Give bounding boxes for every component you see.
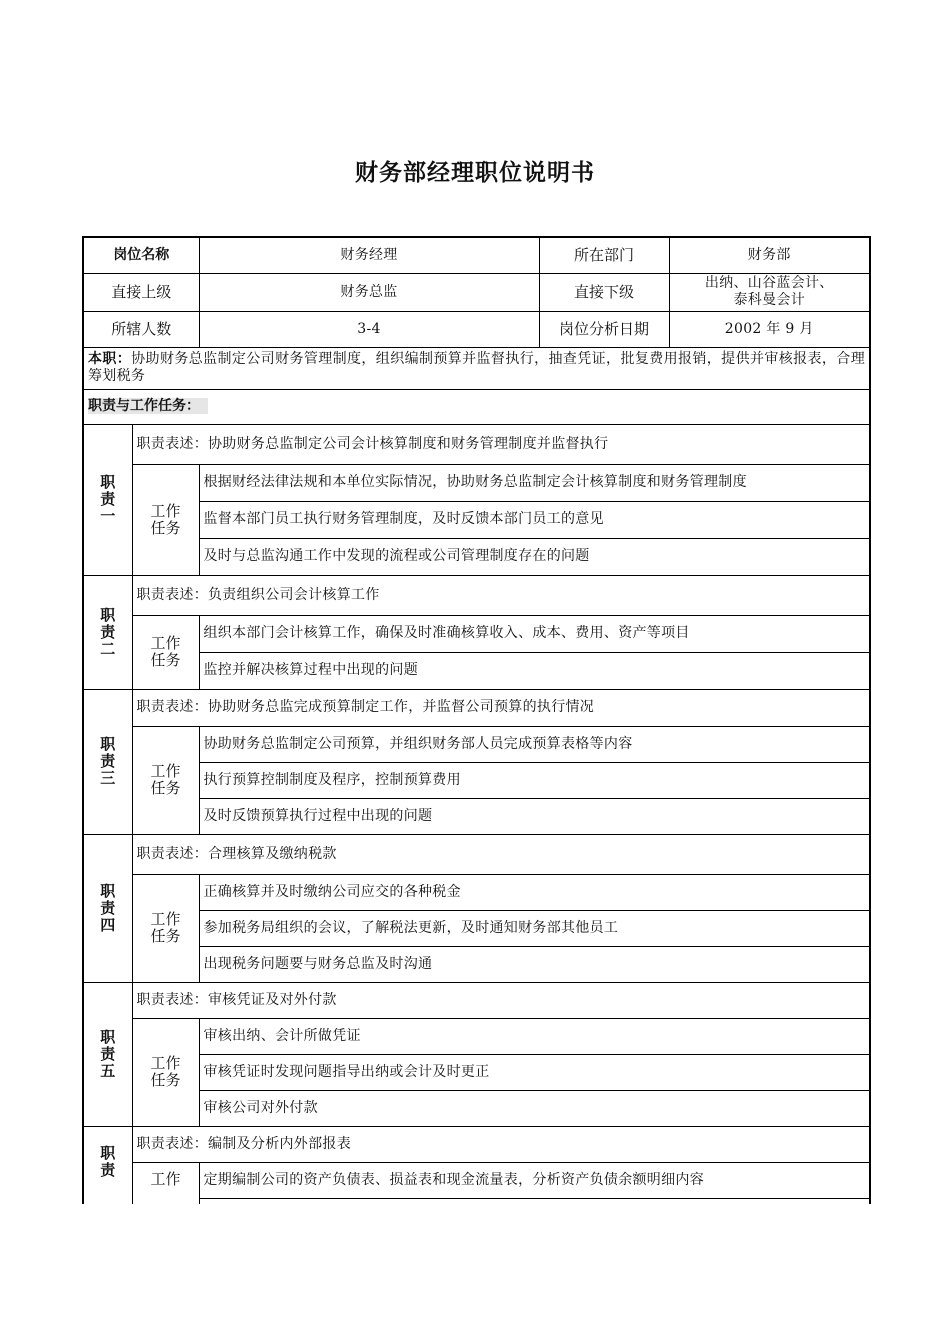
duty-1-task-3: 及时与总监沟通工作中发现的流程或公司管理制度存在的问题 <box>199 538 870 575</box>
duty-4-label-char-2: 责 <box>100 898 116 917</box>
duty-4-task-row <box>83 946 870 982</box>
duty-5-statement: 职责表述：审核凭证及对外付款 <box>132 982 870 1018</box>
label-analysis-date: 岗位分析日期 <box>539 311 669 347</box>
duty-5-label <box>83 982 132 1126</box>
duty-3-label-char-3: 三 <box>100 769 116 787</box>
duty-4-task-row <box>83 874 870 910</box>
value-analysis-date: 2002 年 9 月 <box>669 311 870 347</box>
duty-2-statement-row <box>83 575 870 615</box>
duty-3-label <box>83 689 132 834</box>
task-label-line-2: 任务 <box>150 518 181 537</box>
duty-4-label-char-1: 职 <box>100 881 116 900</box>
duty-3-statement: 职责表述：协助财务总监完成预算制定工作，并监督公司预算的执行情况 <box>132 689 870 726</box>
label-direct-subordinate: 直接下级 <box>539 273 669 311</box>
duty-2-label-char-2: 责 <box>100 622 116 641</box>
benzhi-label: 本职： <box>88 351 132 367</box>
duty-5-statement-row <box>83 982 870 1018</box>
job-description-table <box>82 236 871 1239</box>
task-label-line-1: 工作 <box>150 762 181 780</box>
duty-1-task-row <box>83 501 870 538</box>
duty-1-label <box>83 424 132 575</box>
duty-3-task-3: 及时反馈预算执行过程中出现的问题 <box>199 798 870 834</box>
duty-5-task-row <box>83 1054 870 1090</box>
duty-1-statement: 职责表述：协助财务总监制定公司会计核算制度和财务管理制度并监督执行 <box>132 424 870 464</box>
duties-header-cell <box>83 389 870 424</box>
duty-2-task-label <box>132 615 199 689</box>
duty-4-task-3: 出现税务问题要与财务总监及时沟通 <box>199 946 870 982</box>
label-department: 所在部门 <box>539 237 669 273</box>
duty-4-task-label <box>132 874 199 982</box>
duty-2-label <box>83 575 132 689</box>
duty-1-statement-row <box>83 424 870 464</box>
duty-6-label-char-2: 责 <box>100 1160 116 1179</box>
duty-2-statement: 职责表述：负责组织公司会计核算工作 <box>132 575 870 615</box>
duty-5-task-label <box>132 1018 199 1126</box>
duty-3-task-row <box>83 762 870 798</box>
value-direct-superior: 财务总监 <box>199 273 539 311</box>
duty-3-statement-row <box>83 689 870 726</box>
duty-2-task-2: 监控并解决核算过程中出现的问题 <box>199 652 870 689</box>
duty-6-task-row <box>83 1162 870 1198</box>
duty-5-label-char-3: 五 <box>100 1061 116 1080</box>
benzhi-row <box>83 347 870 389</box>
duty-3-task-1: 协助财务总监制定公司预算，并组织财务部人员完成预算表格等内容 <box>199 726 870 762</box>
value-position-name: 财务经理 <box>199 237 539 273</box>
duty-2-task-1: 组织本部门会计核算工作，确保及时准确核算收入、成本、费用、资产等项目 <box>199 615 870 652</box>
duty-1-task-1: 根据财经法律法规和本单位实际情况，协助财务总监制定会计核算制度和财务管理制度 <box>199 464 870 501</box>
duty-5-task-row <box>83 1090 870 1126</box>
task-label-line-1: 工作 <box>150 1169 181 1188</box>
label-direct-superior: 直接上级 <box>83 273 199 311</box>
duty-2-label-char-3: 二 <box>100 639 116 658</box>
duty-6-task-1: 定期编制公司的资产负债表、损益表和现金流量表，分析资产负债余额明细内容 <box>199 1162 870 1198</box>
subordinate-line-2: 泰科曼会计 <box>733 292 805 308</box>
task-label-line-2: 任务 <box>150 927 181 945</box>
duty-2-task-row <box>83 652 870 689</box>
duty-4-statement: 职责表述：合理核算及缴纳税款 <box>132 834 870 874</box>
duty-3-label-char-1: 职 <box>100 735 116 753</box>
subordinate-line-1: 出纳、山谷蓝会计、 <box>704 275 834 291</box>
header-row-superior <box>83 273 870 311</box>
duty-5-task-row <box>83 1018 870 1054</box>
header-row-position <box>83 237 870 273</box>
duty-5-task-3: 审核公司对外付款 <box>199 1090 870 1126</box>
duties-header: 职责与工作任务： <box>88 398 208 414</box>
value-department: 财务部 <box>669 237 870 273</box>
label-headcount: 所辖人数 <box>83 311 199 347</box>
page-title: 财务部经理职位说明书 <box>355 160 595 186</box>
task-label-line-1: 工作 <box>150 910 181 928</box>
duty-4-task-2: 参加税务局组织的会议，了解税法更新，及时通知财务部其他员工 <box>199 910 870 946</box>
duty-5-task-1: 审核出纳、会计所做凭证 <box>199 1018 870 1054</box>
duty-2-label-char-1: 职 <box>100 605 116 624</box>
task-label-line-1: 工作 <box>150 1054 181 1072</box>
duty-4-label-char-3: 四 <box>100 915 116 934</box>
duty-1-task-label <box>132 464 199 575</box>
duty-1-label-char-2: 责 <box>100 490 116 508</box>
duty-2-task-row <box>83 615 870 652</box>
duty-1-label-char-3: 一 <box>100 507 116 525</box>
duty-4-label <box>83 834 132 982</box>
duty-4-statement-row <box>83 834 870 874</box>
duty-1-label-char-1: 职 <box>100 473 116 491</box>
task-label-line-1: 工作 <box>150 501 181 520</box>
duty-6-statement-row <box>83 1126 870 1162</box>
duty-1-task-2: 监督本部门员工执行财务管理制度，及时反馈本部门员工的意见 <box>199 501 870 538</box>
value-headcount: 3-4 <box>199 311 539 347</box>
duty-5-task-2: 审核凭证时发现问题指导出纳或会计及时更正 <box>199 1054 870 1090</box>
duty-3-task-row <box>83 798 870 834</box>
duty-3-task-row <box>83 726 870 762</box>
duty-3-task-2: 执行预算控制制度及程序，控制预算费用 <box>199 762 870 798</box>
header-row-headcount <box>83 311 870 347</box>
duty-3-label-char-2: 责 <box>100 752 116 770</box>
duty-6-statement: 职责表述：编制及分析内外部报表 <box>132 1126 870 1162</box>
label-position-name: 岗位名称 <box>83 237 199 273</box>
benzhi-cell <box>83 347 870 389</box>
duty-1-task-row <box>83 464 870 501</box>
duty-5-label-char-1: 职 <box>100 1027 116 1046</box>
duties-header-row <box>83 389 870 424</box>
duty-4-task-1: 正确核算并及时缴纳公司应交的各种税金 <box>199 874 870 910</box>
page-cutoff <box>0 1204 950 1344</box>
duty-3-task-label <box>132 726 199 834</box>
task-label-line-2: 任务 <box>150 1071 181 1089</box>
duty-6-label-char-1: 职 <box>100 1143 116 1162</box>
duty-1-task-row <box>83 538 870 575</box>
task-label-line-2: 任务 <box>150 779 181 797</box>
duty-4-task-row <box>83 910 870 946</box>
task-label-line-1: 工作 <box>150 634 181 652</box>
value-direct-subordinate <box>669 273 870 311</box>
task-label-line-2: 任务 <box>150 651 181 669</box>
benzhi-text: 协助财务总监制定公司财务管理制度，组织编制预算并监督执行，抽查凭证，批复费用报销，提供并审核报表，合理筹划税务 <box>88 351 865 384</box>
duty-5-label-char-2: 责 <box>100 1044 116 1063</box>
